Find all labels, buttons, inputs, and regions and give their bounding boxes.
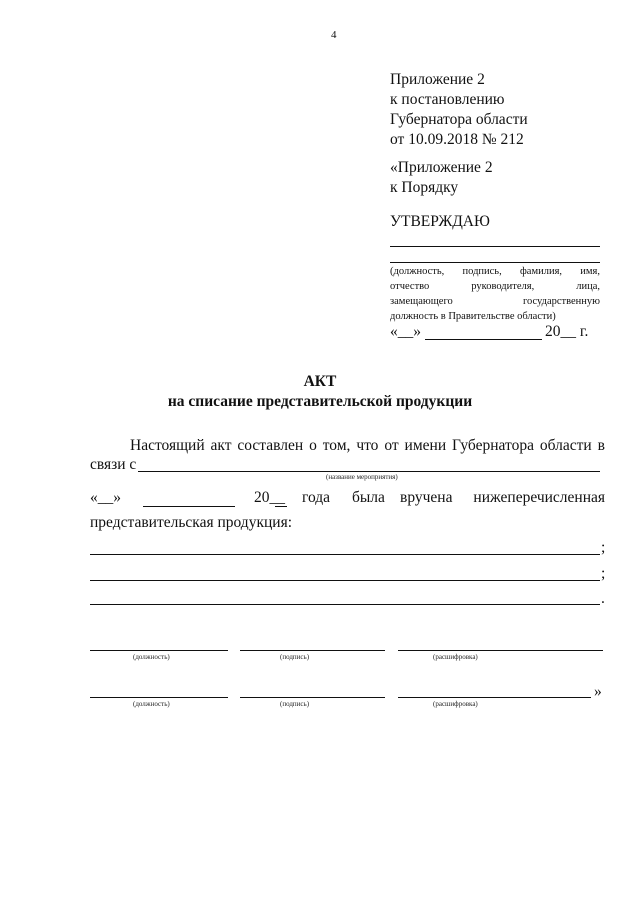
caption-word: замещающего (390, 296, 453, 307)
approve-line-1 (390, 246, 600, 247)
body-date-year: 20__ (254, 489, 285, 506)
sig1-signature-line (240, 650, 385, 651)
para-word: том, (322, 437, 351, 454)
line-end-3: . (601, 590, 605, 607)
sig1-position-line (90, 650, 228, 651)
line-end-1: ; (601, 539, 606, 556)
product-list-line-1 (90, 554, 600, 555)
inner-appendix-line-2: к Порядку (390, 179, 459, 196)
in-connection-label: связи с (90, 456, 137, 473)
approve-caption-line-2 (390, 281, 600, 293)
sig1-decoding-caption: (расшифровка) (433, 653, 478, 661)
approve-caption (390, 266, 600, 323)
body-date-word: года (302, 489, 331, 506)
body-date-word: вручена (400, 489, 453, 506)
event-caption: (название мероприятия) (326, 473, 398, 481)
approve-caption-line-3 (390, 296, 600, 308)
para-word: составлен (237, 437, 304, 454)
body-date-open: «__» (90, 489, 121, 506)
inner-appendix-line-1: «Приложение 2 (390, 159, 493, 176)
caption-word: отчество (390, 281, 430, 292)
caption-word: государственную (522, 296, 600, 307)
para-word: о (309, 437, 317, 454)
sig2-signature-line (240, 697, 385, 698)
sig1-position-caption: (должность) (133, 653, 170, 661)
approve-date-open: «__» (390, 323, 421, 340)
body-date-word: была (352, 489, 385, 506)
body-date-month-line (143, 506, 235, 507)
caption-word: фамилия, (519, 266, 563, 277)
appendix-line-3: Губернатора области (390, 111, 528, 128)
body-date-word: нижеперечисленная (473, 489, 605, 506)
approve-caption-line-1 (390, 266, 600, 278)
approve-title: УТВЕРЖДАЮ (390, 213, 490, 230)
para-word: Губернатора (452, 437, 534, 454)
caption-word: подпись, (462, 266, 502, 277)
sig2-position-line (90, 697, 228, 698)
caption-word: (должность, (390, 266, 445, 277)
line-end-2: ; (601, 565, 606, 582)
sig2-decoding-caption: (расшифровка) (433, 700, 478, 708)
caption-word: лица, (576, 281, 600, 292)
event-name-line (138, 471, 600, 472)
inner-appendix-block (390, 158, 493, 198)
sig2-position-caption: (должность) (133, 700, 170, 708)
product-list-line-3 (90, 604, 600, 605)
act-subtitle: на списание представительской продукции (167, 393, 473, 410)
approve-date-month-line (425, 339, 542, 340)
act-title: АКТ (303, 373, 337, 390)
page-number: 4 (331, 29, 337, 41)
caption-word: руководителя, (471, 281, 535, 292)
body-date-line (90, 488, 605, 508)
para-word: Настоящий (130, 437, 205, 454)
para-word: в (597, 437, 605, 454)
appendix-block (390, 70, 528, 150)
para-word: области (539, 437, 592, 454)
para-word: что (356, 437, 379, 454)
approve-line-2 (390, 262, 600, 263)
closing-quote: » (594, 683, 602, 700)
appendix-line-4: от 10.09.2018 № 212 (390, 131, 524, 148)
appendix-line-2: к постановлению (390, 91, 505, 108)
appendix-line-1: Приложение 2 (390, 71, 485, 88)
approve-caption-line-4: должность в Правительстве области) (390, 311, 556, 322)
approve-date-year: 20__ г. (545, 323, 589, 340)
product-line: представительская продукция: (90, 514, 292, 531)
sig1-decoding-line (398, 650, 603, 651)
sig1-signature-caption: (подпись) (280, 653, 310, 661)
sig2-signature-caption: (подпись) (280, 700, 310, 708)
caption-word: имя, (580, 266, 600, 277)
body-paragraph-line-1 (130, 436, 605, 456)
sig2-decoding-line (398, 697, 591, 698)
para-word: имени (404, 437, 447, 454)
para-word: от (384, 437, 399, 454)
body-date-year-line (275, 506, 287, 507)
product-list-line-2 (90, 580, 600, 581)
para-word: акт (210, 437, 232, 454)
